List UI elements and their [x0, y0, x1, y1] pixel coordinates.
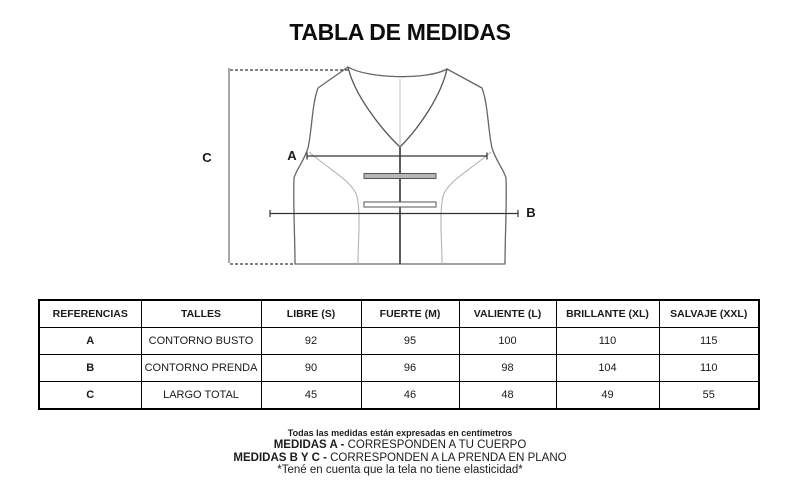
pocket-welt-top: [364, 174, 436, 179]
row-c-measure: LARGO TOTAL: [141, 382, 261, 410]
row-a-value-m: 95: [361, 328, 459, 355]
row-c-value-s: 45: [261, 382, 361, 410]
header-size-s: LIBRE (S): [261, 300, 361, 328]
row-a-value-xl: 110: [556, 328, 659, 355]
row-b-value-s: 90: [261, 355, 361, 382]
table-row-b: [39, 355, 759, 382]
measure-label-c: C: [202, 150, 212, 165]
header-talles: TALLES: [141, 300, 261, 328]
row-c-value-m: 46: [361, 382, 459, 410]
footer-measure-a-bold: MEDIDAS A -: [273, 439, 345, 451]
row-b-value-xxl: 110: [659, 355, 759, 382]
row-c-ref: C: [39, 382, 141, 410]
row-a-measure: CONTORNO BUSTO: [141, 328, 261, 355]
row-b-value-xl: 104: [556, 355, 659, 382]
footer-measure-bc-rest: CORRESPONDEN A LA PRENDA EN PLANO: [326, 451, 567, 464]
row-a-value-l: 100: [459, 328, 556, 355]
row-b-value-l: 98: [459, 355, 556, 382]
row-b-ref: B: [39, 355, 141, 382]
footer-notes: [0, 428, 800, 477]
row-a-value-xxl: 115: [659, 328, 759, 355]
footer-measure-bc-note: [0, 452, 800, 465]
pocket-welt-bottom: [364, 202, 436, 207]
header-size-xl: BRILLANTE (XL): [556, 300, 659, 328]
size-table: [38, 299, 760, 410]
row-b-measure: CONTORNO PRENDA: [141, 355, 261, 382]
measure-label-a: A: [287, 148, 297, 163]
table-row-c: [39, 382, 759, 410]
footer-elasticity-note: *Tené en cuenta que la tela no tiene elasticidad*: [277, 464, 523, 476]
row-a-ref: A: [39, 328, 141, 355]
footer-measure-a-rest: CORRESPONDEN A TU CUERPO: [344, 439, 527, 451]
header-size-l: VALIENTE (L): [459, 300, 556, 328]
row-c-value-xl: 49: [556, 382, 659, 410]
footer-measure-bc-bold: MEDIDAS B Y C -: [233, 451, 327, 464]
row-a-value-s: 92: [261, 328, 361, 355]
row-b-value-m: 96: [361, 355, 459, 382]
measure-label-b: B: [526, 205, 536, 220]
row-c-value-l: 48: [459, 382, 556, 410]
header-referencias: REFERENCIAS: [39, 300, 141, 328]
header-size-m: FUERTE (M): [361, 300, 459, 328]
header-size-xxl: SALVAJE (XXL): [659, 300, 759, 328]
page-title: TABLA DE MEDIDAS: [289, 19, 511, 45]
row-c-value-xxl: 55: [659, 382, 759, 410]
footer-measure-a-note: [0, 439, 800, 452]
table-row-a: [39, 328, 759, 355]
footer-units-note: Todas las medidas están expresadas en centímetros: [287, 428, 513, 438]
table-header-row: [39, 300, 759, 328]
